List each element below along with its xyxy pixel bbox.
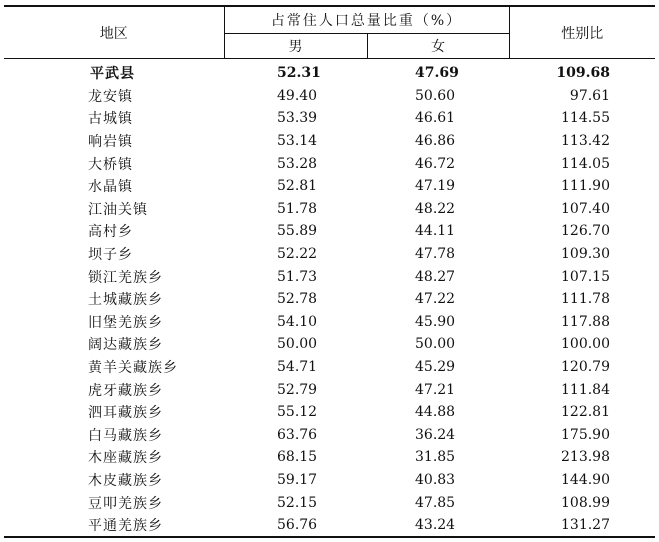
cell-region [4,265,224,288]
region-label: 木座藏族乡 [88,450,163,467]
region-label: 木皮藏族乡 [88,472,163,489]
cell-female: 47.69 [415,65,459,82]
cell-region [4,401,224,424]
region-label: 旧堡羌族乡 [88,314,163,331]
cell-region [4,333,224,356]
cell-ratio: 120.79 [561,359,610,376]
table-row [4,491,655,514]
cell-ratio: 114.55 [561,110,610,127]
cell-male: 53.39 [277,110,318,127]
cell-region [4,378,224,401]
cell-female: 46.72 [415,155,456,172]
region-label: 白马藏族乡 [88,427,163,444]
cell-female: 47.21 [415,381,456,398]
cell-female: 47.19 [415,178,456,195]
cell-region [4,62,224,85]
cell-region [4,107,224,130]
cell-male: 55.12 [277,404,318,421]
cell-region [4,311,224,334]
cell-male: 51.78 [277,200,318,217]
cell-male: 68.15 [277,449,318,466]
cell-male: 54.10 [277,313,318,330]
table-row [4,107,655,130]
region-label: 古城镇 [88,111,133,128]
table-row [4,198,655,221]
cell-region [4,130,224,153]
cell-region [4,85,224,108]
cell-male: 52.15 [277,494,318,511]
table-row [4,220,655,243]
cell-female: 48.22 [415,200,456,217]
cell-male: 49.40 [277,87,318,104]
header-region: 地区 [4,6,224,59]
header-female: 女 [367,34,509,59]
table-row [4,265,655,288]
table-row [4,311,655,334]
cell-ratio: 175.90 [561,426,610,443]
population-sex-table [4,5,655,538]
region-label: 泗耳藏族乡 [88,405,163,422]
cell-male: 52.22 [277,246,318,263]
table-row [4,130,655,153]
region-label: 虎牙藏族乡 [88,382,163,399]
region-label: 平通羌族乡 [88,518,163,535]
cell-male: 53.28 [277,155,318,172]
cell-region [4,175,224,198]
cell-female: 44.11 [415,223,456,240]
cell-female: 40.83 [415,471,456,488]
cell-female: 47.85 [415,494,456,511]
cell-female: 45.29 [415,359,456,376]
cell-region [4,152,224,175]
cell-male: 52.79 [277,381,318,398]
region-label: 龙安镇 [88,88,133,105]
cell-male: 52.31 [277,65,321,82]
cell-region [4,491,224,514]
table-row [4,446,655,469]
cell-ratio: 111.78 [561,291,610,308]
table-row-total [4,62,655,85]
region-label: 平武县 [90,66,135,83]
cell-male: 56.76 [224,514,367,538]
region-label: 坝子乡 [88,247,133,264]
cell-female: 46.61 [415,110,456,127]
table-row [4,152,655,175]
table-row [4,85,655,108]
table-row [4,514,655,538]
table-header [4,6,655,59]
table-row [4,288,655,311]
cell-female: 47.78 [415,246,456,263]
table-row [4,424,655,447]
table-row [4,175,655,198]
table-row [4,356,655,379]
cell-region [4,288,224,311]
cell-ratio: 107.40 [561,200,610,217]
cell-female: 46.86 [415,133,456,150]
cell-region [4,469,224,492]
region-label: 江油关镇 [88,201,148,218]
region-label: 高村乡 [88,224,133,241]
cell-ratio: 113.42 [561,133,610,150]
cell-ratio: 100.00 [561,336,610,353]
cell-female: 50.60 [415,87,456,104]
cell-female: 50.00 [415,336,456,353]
cell-ratio: 109.30 [561,246,610,263]
cell-ratio: 108.99 [561,494,610,511]
cell-ratio: 126.70 [561,223,610,240]
cell-male: 53.14 [277,133,318,150]
table-row [4,333,655,356]
cell-female: 48.27 [415,268,456,285]
header-ratio: 性别比 [509,6,655,59]
cell-ratio: 114.05 [561,155,610,172]
table-row [4,469,655,492]
table-row [4,401,655,424]
cell-ratio: 213.98 [561,449,610,466]
region-label: 水晶镇 [88,179,133,196]
region-label: 响岩镇 [88,134,133,151]
table-body [4,59,655,538]
region-label: 阔达藏族乡 [88,337,163,354]
cell-region [4,243,224,266]
cell-female: 31.85 [415,449,456,466]
cell-ratio: 107.15 [561,268,610,285]
cell-ratio: 144.90 [561,471,610,488]
cell-male: 55.89 [277,223,318,240]
cell-ratio: 117.88 [561,313,610,330]
cell-ratio: 109.68 [556,65,610,82]
cell-female: 45.90 [415,313,456,330]
cell-region [4,220,224,243]
cell-male: 63.76 [277,426,318,443]
cell-male: 50.00 [277,336,318,353]
cell-male: 54.71 [277,359,318,376]
cell-female: 44.88 [415,404,456,421]
cell-region [4,446,224,469]
cell-region [4,356,224,379]
cell-male: 52.81 [277,178,318,195]
cell-male: 51.73 [277,268,318,285]
cell-ratio: 111.84 [561,381,610,398]
region-label: 土城藏族乡 [88,292,163,309]
region-label: 黄羊关藏族乡 [88,360,178,377]
cell-region [4,514,224,538]
cell-female: 36.24 [415,426,456,443]
region-label: 豆叩羌族乡 [88,495,163,512]
region-label: 大桥镇 [88,156,133,173]
cell-ratio: 111.90 [561,178,610,195]
cell-ratio: 131.27 [509,514,655,538]
cell-region [4,198,224,221]
cell-ratio: 97.61 [569,87,610,104]
cell-region [4,424,224,447]
cell-male: 52.78 [277,291,318,308]
header-male: 男 [224,34,367,59]
cell-female: 43.24 [367,514,509,538]
header-share: 占常住人口总量比重（%） [224,6,509,34]
cell-ratio: 122.81 [561,404,610,421]
cell-female: 47.22 [415,291,456,308]
table-row [4,378,655,401]
region-label: 锁江羌族乡 [88,269,163,286]
cell-male: 59.17 [277,471,318,488]
table-row [4,243,655,266]
